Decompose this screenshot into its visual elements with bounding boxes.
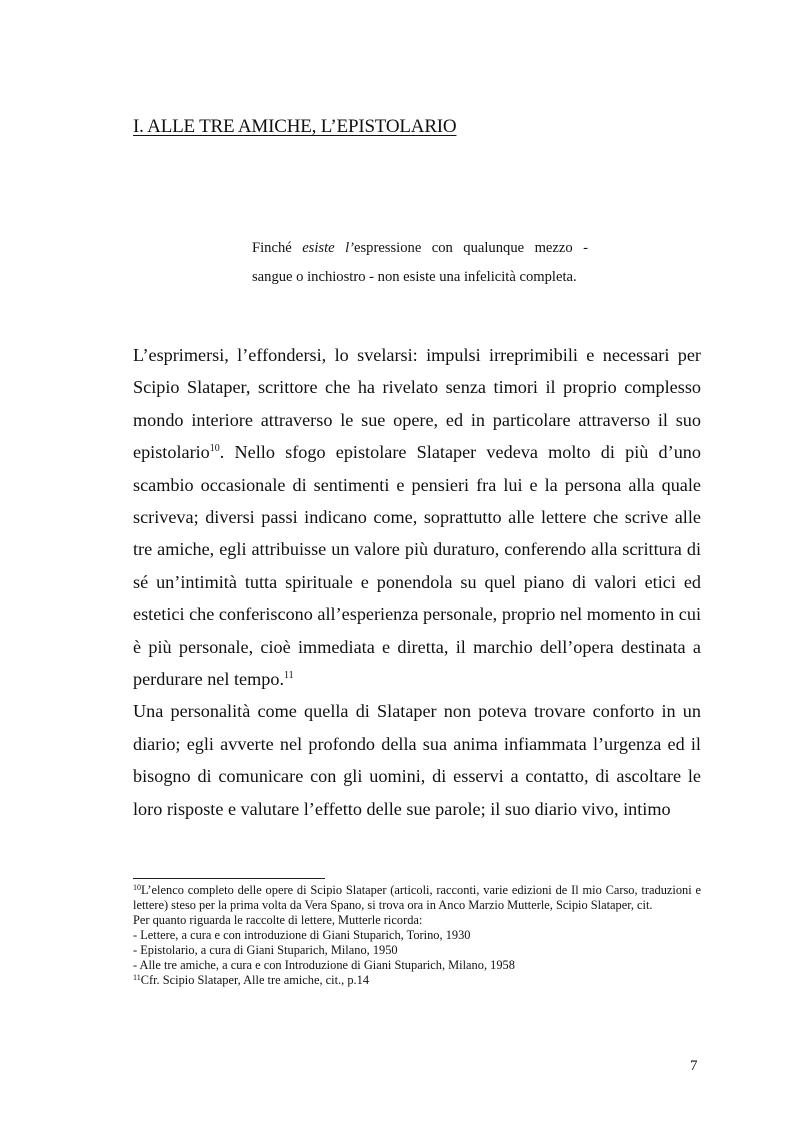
epigraph-text-1: Finché: [252, 240, 303, 256]
footnote-11-text: Cfr. Scipio Slataper, Alle tre amiche, cit., p.14: [140, 973, 370, 987]
footnote-10-item: - Lettere, a cura e con introduzione di Giani Stuparich, Torino, 1930: [133, 928, 471, 942]
footnote-10-item: - Alle tre amiche, a cura e con Introduzione di Giani Stuparich, Milano, 1958: [133, 958, 515, 972]
footnote-10-intro: Per quanto riguarda le raccolte di lettere, Mutterle ricorda:: [133, 913, 423, 927]
footnote-10-item: - Epistolario, a cura di Giani Stuparich, Milano, 1950: [133, 943, 398, 957]
paragraph-2: Una personalità come quella di Slataper non poteva trovare conforto in un diario; egli avverte nel profondo della sua anima infiammata l’urgenza ed il bisogno di comunicare con gli uomini, di esservi a contatto, di ascoltare le loro risposte e valutare l’effetto delle sue parole; il suo diario vivo, intimo: [133, 701, 701, 819]
footnote-ref-10[interactable]: 10: [209, 443, 220, 455]
footnote-11: [133, 973, 701, 988]
epigraph-text-2: espressione con qualunque mezzo - sangue o inchiostro - non esiste una infelicità completa.: [252, 240, 588, 285]
footnotes: [133, 883, 701, 988]
footnote-ref-11[interactable]: 11: [284, 670, 294, 682]
footnote-10-number: 10: [133, 883, 141, 892]
epigraph-quote: [252, 234, 588, 292]
footnote-10-text: L’elenco completo delle opere di Scipio Slataper (articoli, racconti, varie edizioni de Il mio Carso, traduzioni e lettere) steso per la prima volta da Vera Spano, si trova ora in Anco Marzio Mutterle, Scipio Slataper, cit.: [133, 883, 701, 912]
page-number: 7: [690, 1058, 698, 1074]
epigraph-italic: esiste l’: [302, 240, 355, 256]
paragraph-1-text-a: L’esprimersi, l’effondersi, lo svelarsi: impulsi irreprimibili e necessari per Scipio Slataper, scrittore che ha rivelato senza timori il proprio complesso mondo interiore attraverso le sue opere, ed in particolare attraverso il suo epistolario: [133, 345, 701, 463]
footnote-10: [133, 883, 701, 913]
footnote-separator: [133, 878, 325, 879]
footnote-11-number: 11: [133, 973, 141, 982]
body-text: [133, 339, 701, 825]
chapter-title: I. ALLE TRE AMICHE, L’EPISTOLARIO: [133, 116, 457, 137]
paragraph-1: [133, 339, 701, 695]
paragraph-1-text-b: . Nello sfogo epistolare Slataper vedeva molto di più d’uno scambio occasionale di sentimenti e pensieri fra lui e la persona alla quale scriveva; diversi passi indicano come, soprattutto alle lettere che scrive alle tre amiche, egli attribuisse un valore più duraturo, conferendo alla scrittura di sé un’intimità tutta spirituale e ponendola su quel piano di valori etici ed estetici che conferiscono all’esperienza personale, proprio nel momento in cui è più personale, cioè immediata e diretta, il marchio dell’opera destinata a perdurare nel tempo.: [133, 442, 701, 690]
